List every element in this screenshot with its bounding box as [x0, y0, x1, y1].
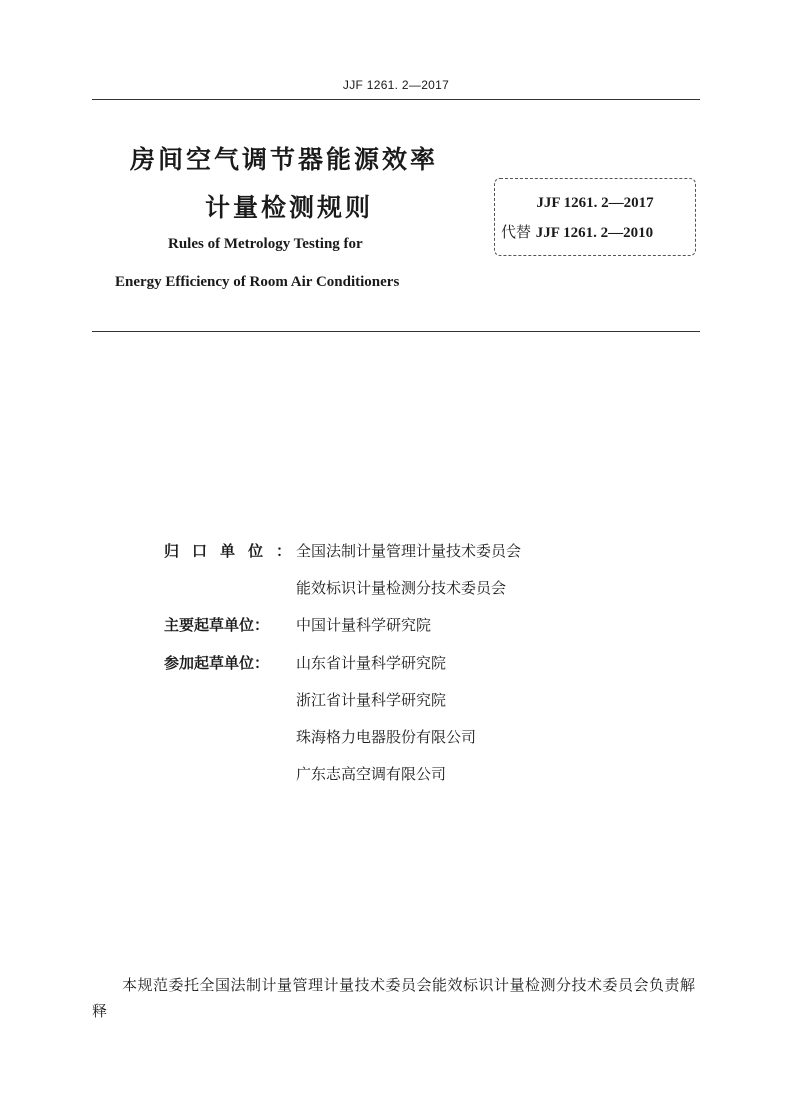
header-rule	[92, 99, 700, 100]
participant-value: 珠海格力电器股份有限公司	[296, 728, 477, 746]
participants-row-4	[164, 763, 446, 784]
participants-row-3	[164, 726, 476, 747]
responsible-unit-row	[164, 540, 521, 561]
responsible-unit-label: 归口单位：	[164, 542, 305, 560]
participants-row	[164, 652, 446, 673]
participant-value: 浙江省计量科学研究院	[296, 691, 447, 709]
main-drafter-label: 主要起草单位：	[164, 616, 270, 634]
responsible-unit-value: 全国法制计量管理计量技术委员会	[296, 542, 522, 560]
title-chinese-line1: 房间空气调节器能源效率	[130, 145, 439, 174]
standard-code-box	[494, 178, 696, 256]
responsible-unit-value: 能效标识计量检测分技术委员会	[296, 579, 507, 597]
title-chinese-line2: 计量检测规则	[205, 193, 374, 222]
header-standard-code: JJF 1261. 2—2017	[342, 78, 450, 92]
participant-value: 山东省计量科学研究院	[296, 654, 447, 672]
main-drafter-value: 中国计量科学研究院	[296, 616, 432, 634]
title-english-line2: Energy Efficiency of Room Air Conditioners	[115, 274, 400, 290]
replaced-standard-code: JJF 1261. 2—2010	[535, 225, 654, 241]
interpretation-note: 本规范委托全国法制计量管理计量技术委员会能效标识计量检测分技术委员会负责解释	[92, 976, 696, 1020]
responsible-unit-row-2	[164, 577, 506, 598]
title-bottom-rule	[92, 331, 700, 332]
replaces-code	[501, 221, 653, 242]
replaces-prefix: 代替	[501, 223, 532, 241]
main-drafter-row	[164, 614, 431, 635]
title-english-line1: Rules of Metrology Testing for	[168, 236, 363, 252]
participants-row-2	[164, 689, 446, 710]
participant-value: 广东志高空调有限公司	[296, 765, 447, 783]
participants-label: 参加起草单位：	[164, 654, 270, 672]
standard-code: JJF 1261. 2—2017	[536, 195, 654, 211]
